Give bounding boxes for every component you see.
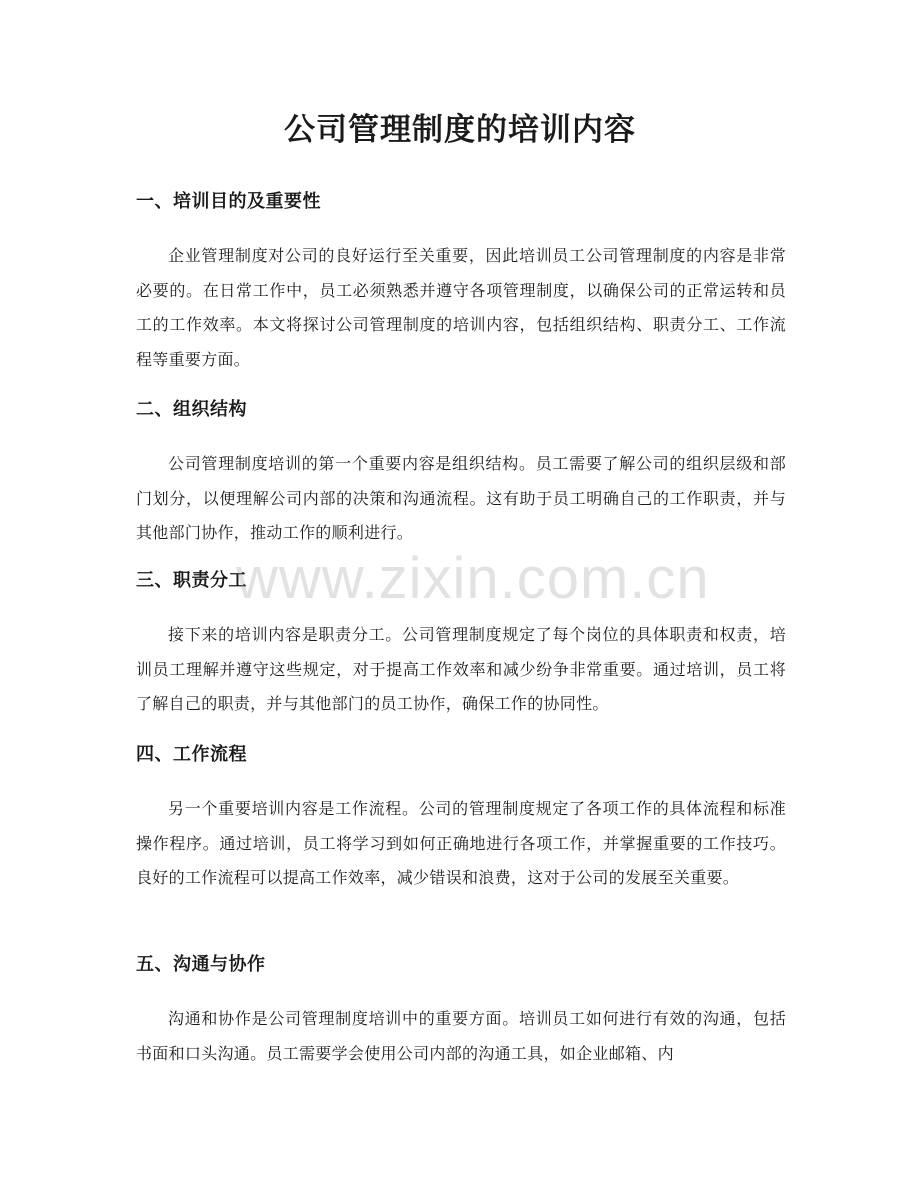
section-paragraph: 企业管理制度对公司的良好运行至关重要，因此培训员工公司管理制度的内容是非常必要的。在日常工作中，员工必须熟悉并遵守各项管理制度，以确保公司的正常运转和员工的工作效率。本文将探讨公司管理制度的培训内容，包括组织结构、职责分工、工作流程等重要方面。	[136, 246, 786, 369]
section-workflow	[136, 741, 786, 896]
section-responsibilities	[136, 567, 786, 722]
section-heading: 二、组织结构	[136, 399, 247, 420]
section-paragraph: 沟通和协作是公司管理制度培训中的重要方面。培训员工如何进行有效的沟通，包括书面和口头沟通。员工需要学会使用公司内部的沟通工具，如企业邮箱、内	[136, 1009, 786, 1063]
section-paragraph: 接下来的培训内容是职责分工。公司管理制度规定了每个岗位的具体职责和权责，培训员工理解并遵守这些规定，对于提高工作效率和减少纷争非常重要。通过培训，员工将了解自己的职责，并与其他部门的员工协作，确保工作的协同性。	[136, 625, 786, 713]
document-title: 公司管理制度的培训内容	[284, 112, 636, 148]
section-heading: 五、沟通与协作	[136, 954, 266, 975]
section-heading: 三、职责分工	[136, 570, 247, 591]
section-heading: 四、工作流程	[136, 744, 247, 765]
section-purpose	[136, 188, 786, 377]
section-heading: 一、培训目的及重要性	[136, 191, 321, 212]
section-paragraph: 公司管理制度培训的第一个重要内容是组织结构。员工需要了解公司的组织层级和部门划分，以便理解公司内部的决策和沟通流程。这有助于员工明确自己的工作职责，并与其他部门协作，推动工作的顺利进行。	[136, 454, 786, 542]
watermark: www.zixin.com.cn	[236, 546, 710, 611]
section-paragraph: 另一个重要培训内容是工作流程。公司的管理制度规定了各项工作的具体流程和标准操作程序。通过培训，员工将学习到如何正确地进行各项工作，并掌握重要的工作技巧。良好的工作流程可以提高工作效率，减少错误和浪费，这对于公司的发展至关重要。	[136, 799, 786, 887]
section-organization	[136, 396, 786, 551]
section-communication	[136, 951, 786, 1071]
